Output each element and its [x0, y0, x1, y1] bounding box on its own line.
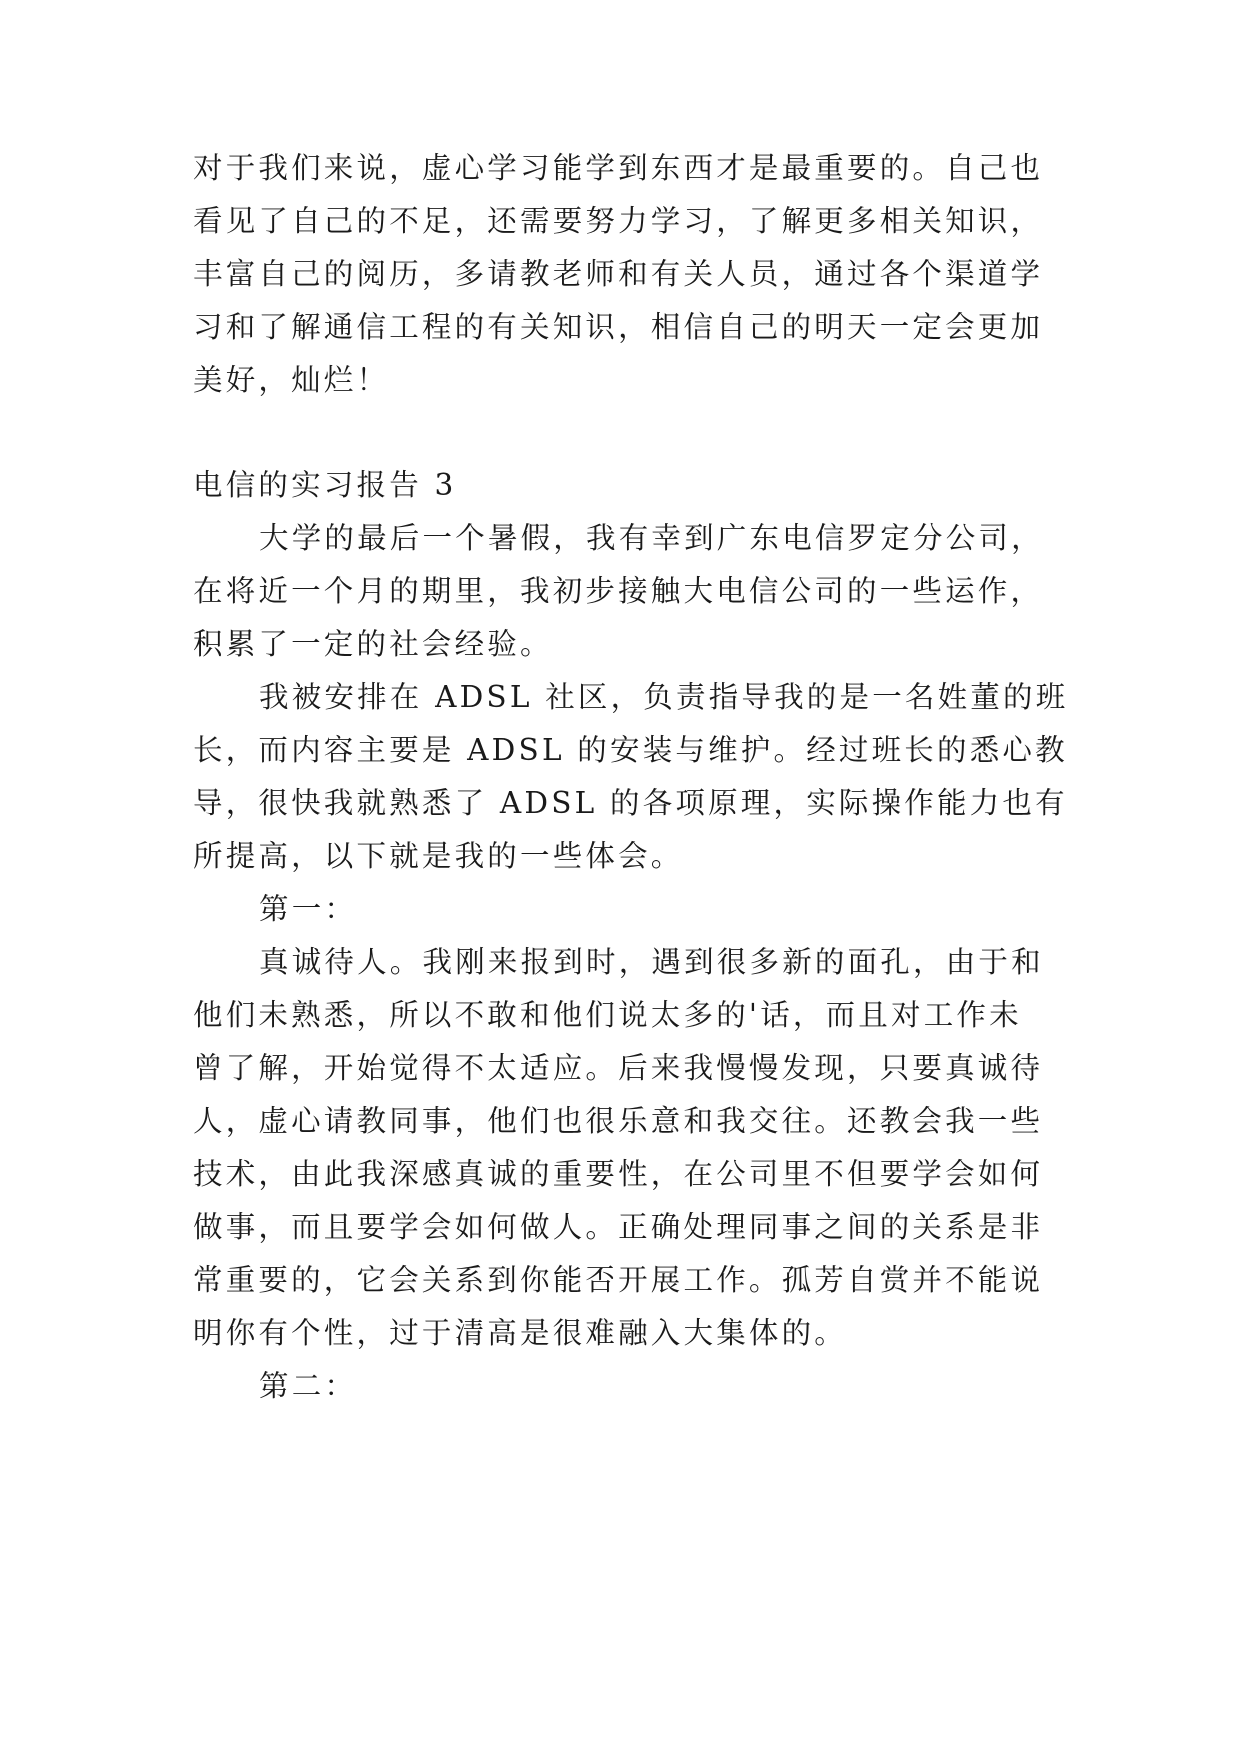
paragraph-3-line-4: 所提高，以下就是我的一些体会。 [193, 839, 684, 873]
section-title: 电信的实习报告 3 [193, 468, 457, 502]
paragraph-4-line-4: 人，虚心请教同事，他们也很乐意和我交往。还教会我一些 [193, 1104, 1044, 1138]
paragraph-4-line-6: 做事，而且要学会如何做人。正确处理同事之间的关系是非 [193, 1210, 1044, 1244]
paragraph-4-line-3: 曾了解，开始觉得不太适应。后来我慢慢发现，只要真诚待 [193, 1051, 1044, 1085]
paragraph-2-line-1: 大学的最后一个暑假，我有幸到广东电信罗定分公司， [259, 521, 1044, 555]
paragraph-4-line-5: 技术，由此我深感真诚的重要性，在公司里不但要学会如何 [193, 1157, 1044, 1191]
paragraph-3-line-1: 我被安排在 ADSL 社区，负责指导我的是一名姓董的班 [259, 680, 1069, 714]
paragraph-4-line-7: 常重要的，它会关系到你能否开展工作。孤芳自赏并不能说 [193, 1263, 1044, 1297]
paragraph-4-line-2: 他们未熟悉，所以不敢和他们说太多的'话，而且对工作未 [193, 998, 1022, 1032]
paragraph-4-line-1: 真诚待人。我刚来报到时，遇到很多新的面孔，由于和 [259, 945, 1044, 979]
paragraph-1-line-4: 习和了解通信工程的有关知识，相信自己的明天一定会更加 [193, 310, 1044, 344]
paragraph-2-line-3: 积累了一定的社会经验。 [193, 627, 553, 661]
paragraph-1-line-1: 对于我们来说，虚心学习能学到东西才是最重要的。自己也 [193, 151, 1044, 185]
paragraph-1-line-5: 美好，灿烂！ [193, 363, 390, 397]
paragraph-3-line-2: 长，而内容主要是 ADSL 的安装与维护。经过班长的悉心教 [193, 733, 1068, 767]
paragraph-1-line-3: 丰富自己的阅历，多请教老师和有关人员，通过各个渠道学 [193, 257, 1044, 291]
paragraph-1-line-2: 看见了自己的不足，还需要努力学习，了解更多相关知识， [193, 204, 1044, 238]
paragraph-3-line-3: 导，很快我就熟悉了 ADSL 的各项原理，实际操作能力也有 [193, 786, 1068, 820]
heading-first: 第一： [259, 892, 358, 926]
heading-second: 第二： [259, 1369, 358, 1403]
paragraph-4-line-8: 明你有个性，过于清高是很难融入大集体的。 [193, 1316, 848, 1350]
paragraph-2-line-2: 在将近一个月的期里，我初步接触大电信公司的一些运作， [193, 574, 1044, 608]
